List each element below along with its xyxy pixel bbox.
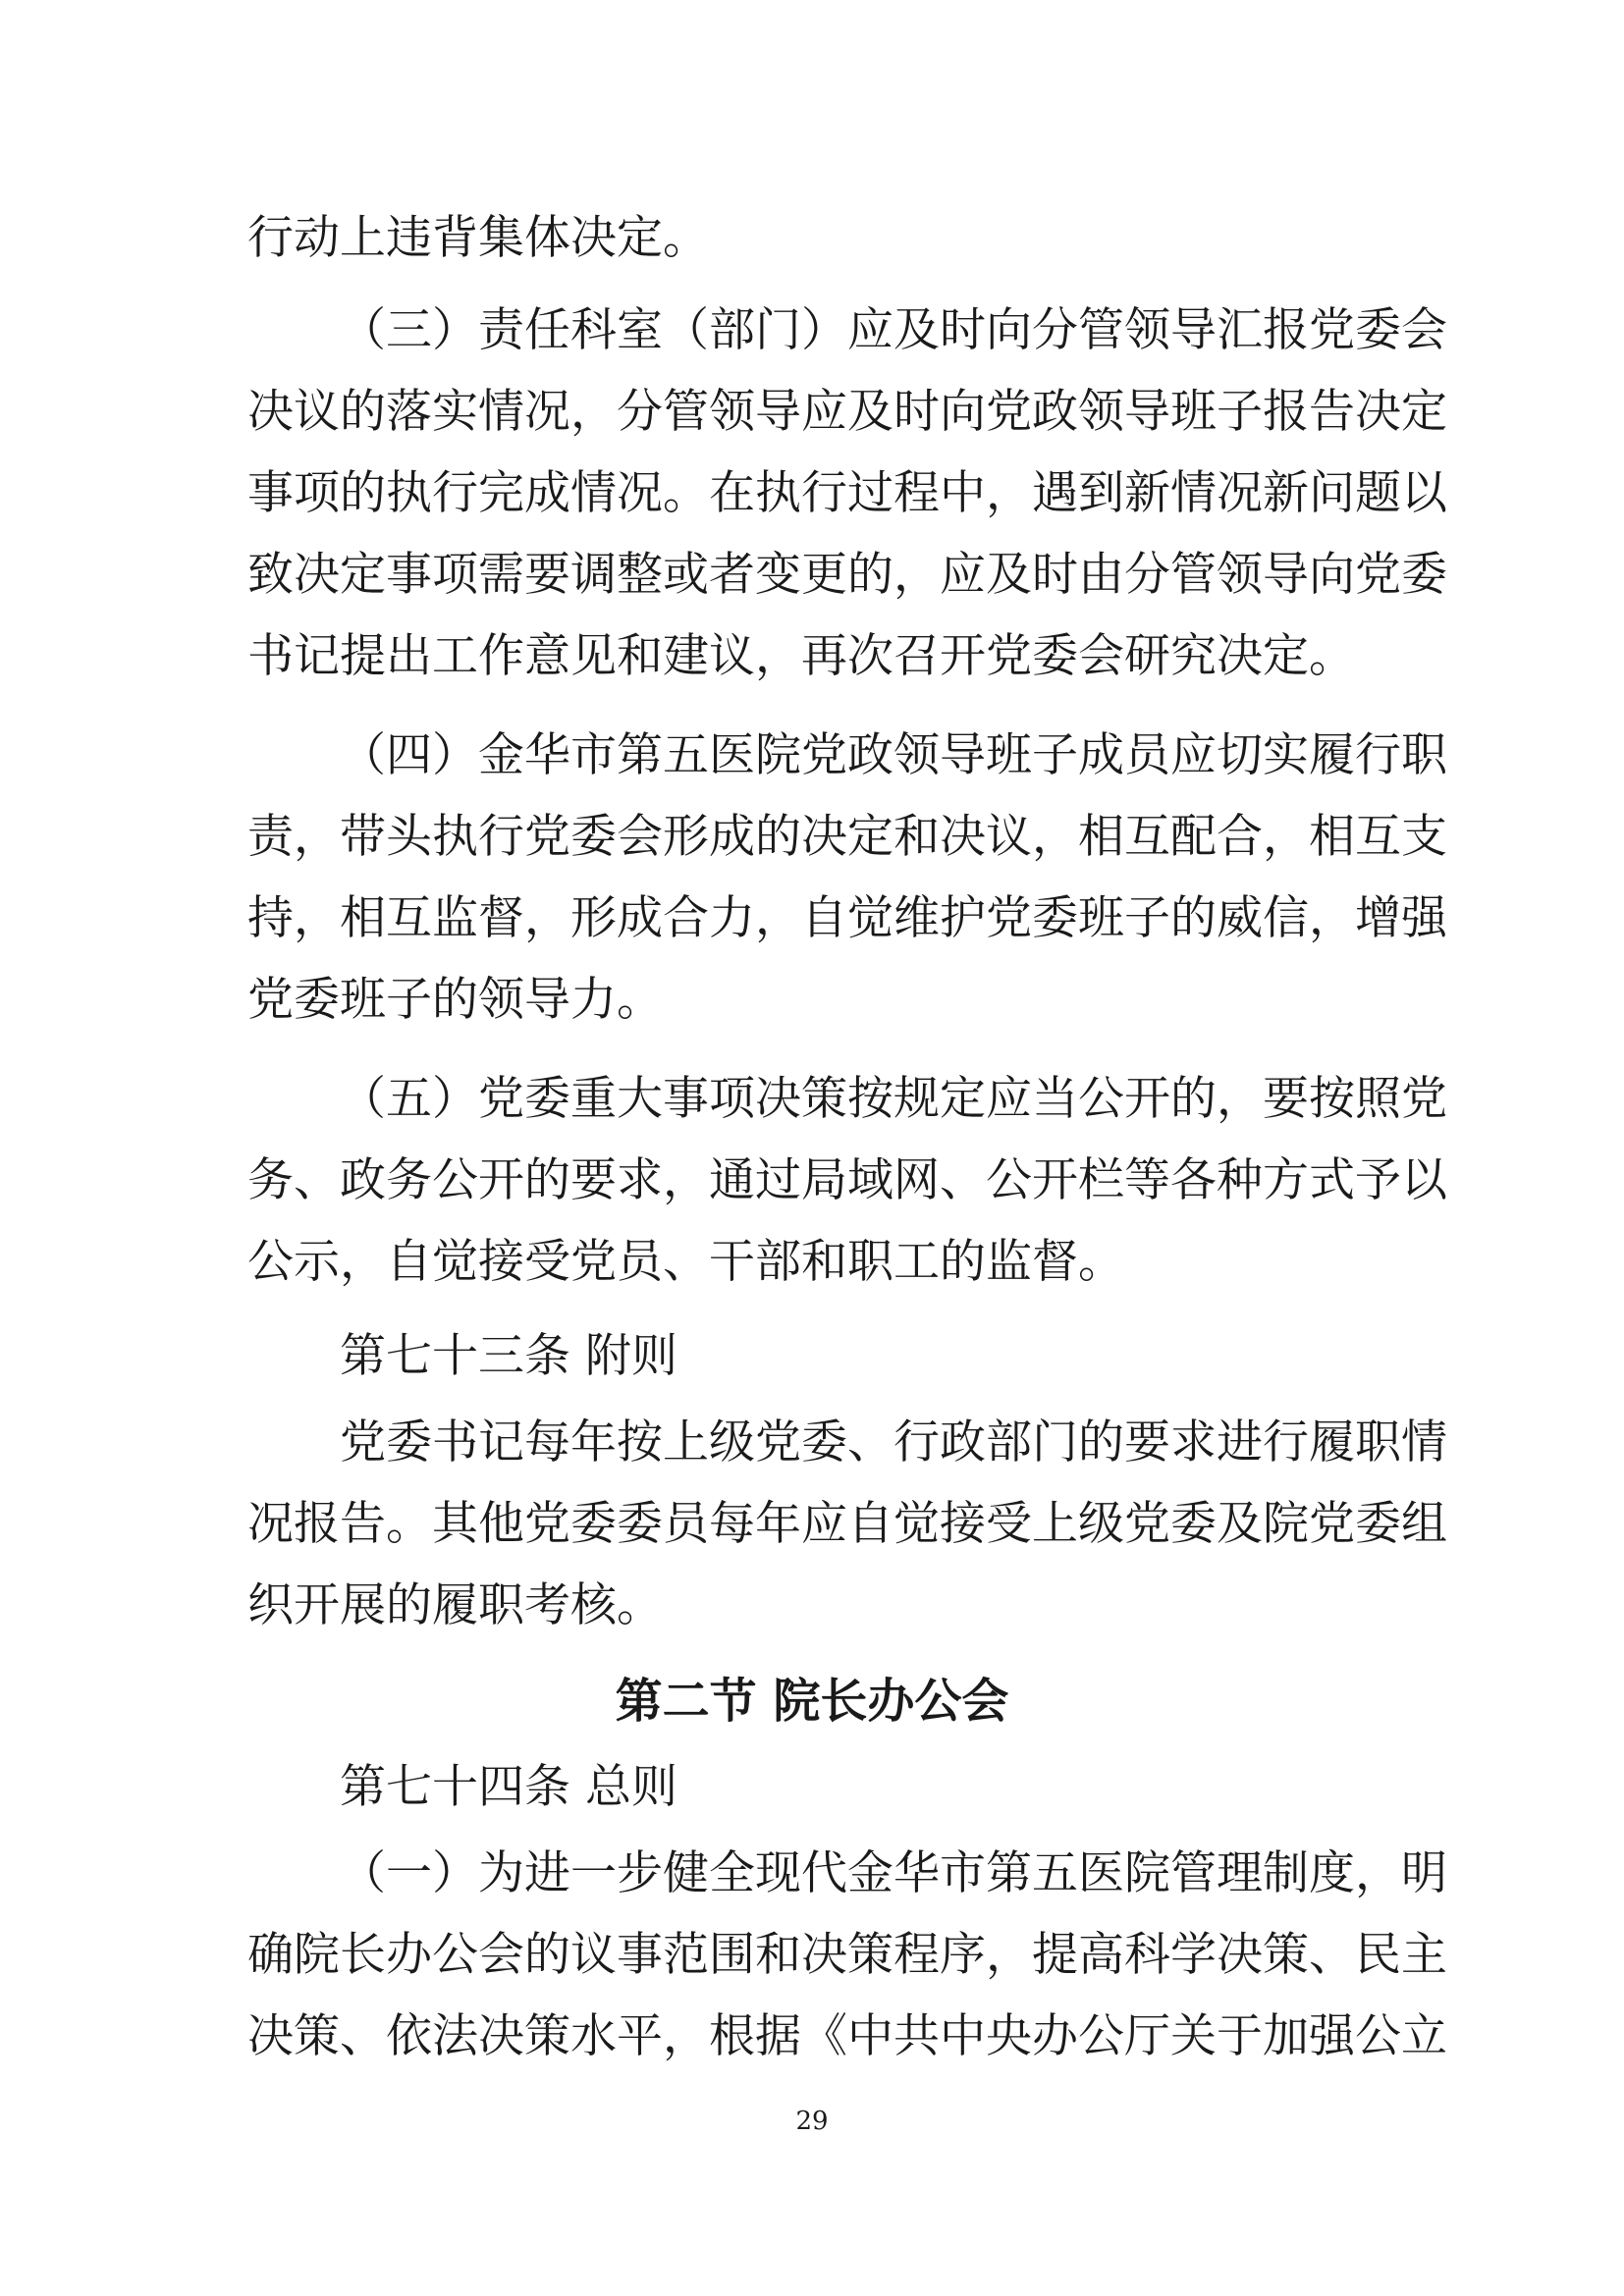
article-title: 第七十三条 附则	[340, 1329, 677, 1383]
paragraph-line: 党委书记每年按上级党委、行政部门的要求进行履职情	[340, 1415, 1447, 1469]
paragraph-line: 公示，自觉接受党员、干部和职工的监督。	[247, 1235, 1124, 1289]
paragraph-line: 况报告。其他党委委员每年应自觉接受上级党委及院党委组	[247, 1497, 1447, 1551]
article-title: 第七十四条 总则	[340, 1760, 677, 1814]
section-heading: 第二节 院长办公会	[615, 1674, 1009, 1729]
paragraph-line: 决策、依法决策水平，根据《中共中央办公厅关于加强公立	[247, 2009, 1447, 2063]
paragraph-line: （一）为进一步健全现代金华市第五医院管理制度，明	[340, 1846, 1447, 1900]
paragraph-line: 党委班子的领导力。	[247, 973, 663, 1027]
paragraph-line: 责，带头执行党委会形成的决定和决议，相互配合，相互支	[247, 810, 1447, 864]
paragraph-line: 持，相互监督，形成合力，自觉维护党委班子的威信，增强	[247, 891, 1447, 945]
paragraph-line: 决议的落实情况，分管领导应及时向党政领导班子报告决定	[247, 385, 1447, 439]
paragraph-line: 务、政务公开的要求，通过局域网、公开栏等各种方式予以	[247, 1153, 1447, 1207]
paragraph-line: 确院长办公会的议事范围和决策程序，提高科学决策、民主	[247, 1928, 1447, 1982]
paragraph-line: 书记提出工作意见和建议，再次召开党委会研究决定。	[247, 629, 1355, 683]
paragraph-line: 织开展的履职考核。	[247, 1578, 663, 1632]
page-number: 29	[795, 2107, 829, 2136]
paragraph-line: （三）责任科室（部门）应及时向分管领导汇报党委会	[340, 303, 1447, 357]
paragraph-line: 行动上违背集体决定。	[247, 211, 709, 265]
paragraph-line: （四）金华市第五医院党政领导班子成员应切实履行职	[340, 728, 1447, 782]
paragraph-line: 事项的执行完成情况。在执行过程中，遇到新情况新问题以	[247, 466, 1447, 520]
paragraph-line: 致决定事项需要调整或者变更的，应及时由分管领导向党委	[247, 548, 1447, 602]
paragraph-line: （五）党委重大事项决策按规定应当公开的，要按照党	[340, 1072, 1447, 1126]
